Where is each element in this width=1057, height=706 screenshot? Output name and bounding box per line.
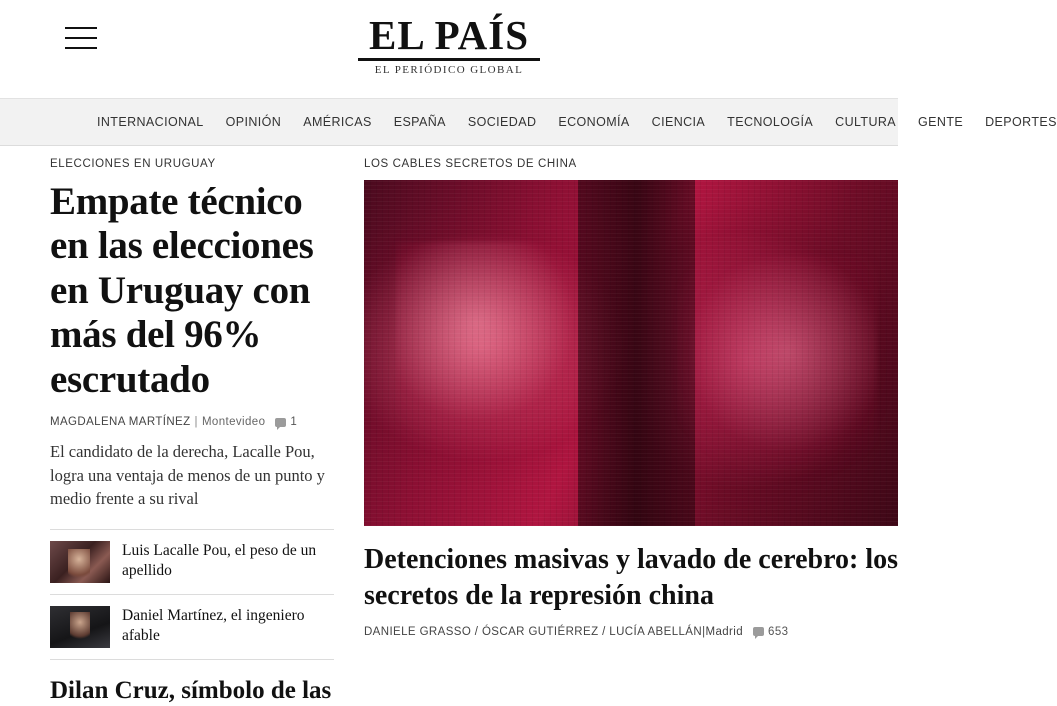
feature-story-place: Madrid	[705, 625, 744, 638]
feature-story-comments[interactable]	[753, 626, 788, 638]
feature-story-authors[interactable]: DANIELE GRASSO / ÓSCAR GUTIÉRREZ / LUCÍA ABELLÁN	[363, 625, 703, 638]
lead-story-kicker[interactable]: ELECCIONES EN URUGUAY	[50, 158, 216, 170]
logo-underline	[358, 58, 540, 61]
related-story-title[interactable]: Luis Lacalle Pou, el peso de un apellido	[122, 541, 317, 580]
lead-story-author[interactable]: MAGDALENA MARTÍNEZ	[50, 416, 191, 429]
site-logo-text: EL PAÍS	[358, 14, 540, 61]
related-story-title[interactable]: Daniel Martínez, el ingeniero afable	[122, 606, 305, 645]
image-texture-overlay	[364, 180, 898, 526]
feature-story-comment-count: 653	[768, 625, 789, 638]
related-thumbnail	[50, 606, 110, 648]
list-item[interactable]	[50, 541, 334, 595]
feature-story-headline[interactable]	[364, 542, 898, 614]
lead-story-byline	[50, 416, 334, 428]
next-story-headline[interactable]: Dilan Cruz, símbolo de las	[50, 676, 332, 704]
lead-story-standfirst: El candidato de la derecha, Lacalle Pou, logra una ventaja de menos de un punto y medio frente a su rival	[50, 442, 325, 509]
lead-story-place: Montevideo	[201, 416, 266, 429]
site-tagline: EL PERIÓDICO GLOBAL	[374, 64, 524, 77]
byline-separator: |	[702, 625, 706, 638]
nav-item-espana[interactable]: ESPAÑA	[393, 115, 446, 129]
main-navigation	[0, 98, 1057, 146]
lead-story-comments[interactable]	[275, 416, 297, 428]
related-thumbnail	[50, 541, 110, 583]
nav-item-cultura[interactable]: CULTURA	[835, 115, 897, 129]
nav-item-opinion[interactable]: OPINIÓN	[225, 115, 282, 129]
nav-item-economia[interactable]: ECONOMÍA	[558, 115, 630, 129]
nav-item-internacional[interactable]: INTERNACIONAL	[97, 115, 204, 129]
byline-separator: |	[194, 416, 198, 429]
feature-story-image[interactable]	[364, 180, 898, 526]
content-area	[0, 146, 898, 706]
comment-bubble-icon	[753, 627, 764, 636]
nav-item-sociedad[interactable]: SOCIEDAD	[467, 115, 537, 129]
lead-story-headline[interactable]: Empate técnico en las elecciones en Uruguay con más del 96% escrutado	[50, 180, 314, 401]
feature-headline-line-2: secretos de la represión china	[363, 579, 714, 611]
nav-item-tecnologia[interactable]: TECNOLOGÍA	[727, 115, 814, 129]
feature-story-byline	[364, 626, 898, 638]
masthead	[0, 0, 898, 98]
related-stories-list	[50, 529, 334, 660]
feature-story-column	[364, 146, 898, 706]
lead-story-column	[50, 146, 334, 706]
site-logo[interactable]	[0, 14, 898, 76]
feature-story-kicker[interactable]: LOS CABLES SECRETOS DE CHINA	[363, 158, 577, 170]
feature-headline-line-1: Detenciones masivas y lavado de cerebro: los	[363, 544, 898, 575]
lead-story-comment-count: 1	[290, 416, 298, 429]
nav-item-ciencia[interactable]: CIENCIA	[651, 115, 706, 129]
nav-item-americas[interactable]: AMÉRICAS	[303, 115, 372, 129]
comment-bubble-icon	[275, 418, 286, 427]
list-item[interactable]	[50, 606, 334, 660]
nav-item-deportes[interactable]: DEPORTES	[985, 115, 1057, 129]
nav-item-gente[interactable]: GENTE	[918, 115, 964, 129]
